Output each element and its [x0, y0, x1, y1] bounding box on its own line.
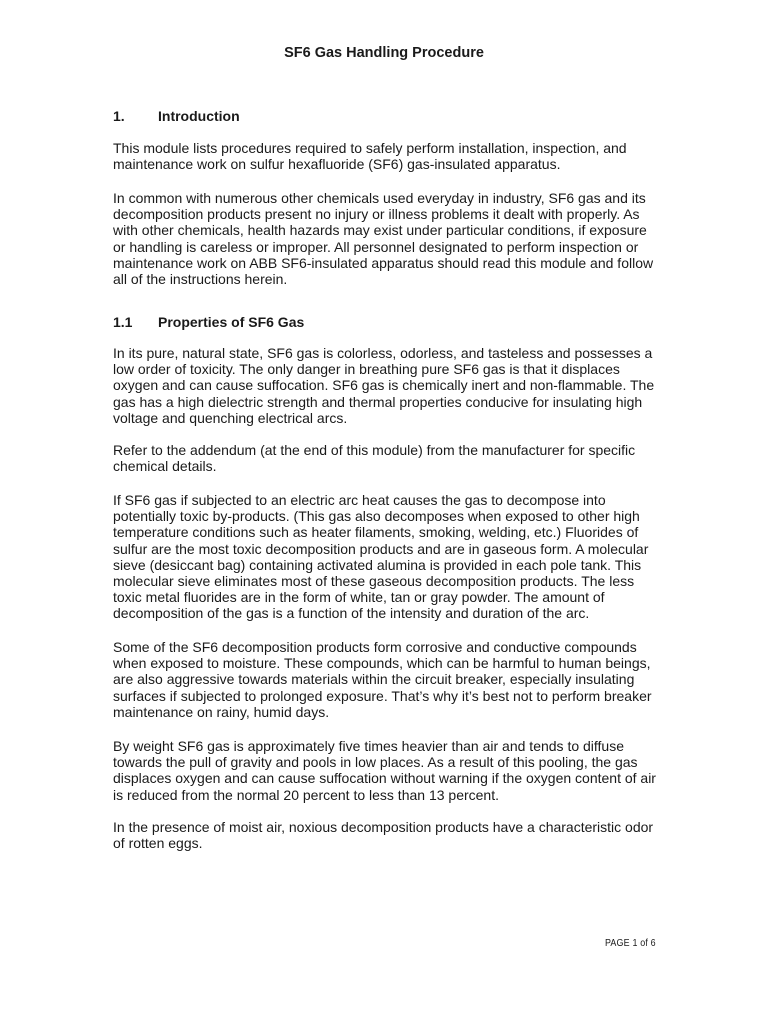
section-number: 1.: [113, 108, 125, 124]
text-line: are also aggressive towards materials within the circuit breaker, especially insulating: [113, 671, 635, 688]
text-line: or handling is careless or improper. All personnel designated to perform inspection or: [113, 238, 639, 255]
text-line: towards the pull of gravity and pools in low places. As a result of this pooling, the gas: [113, 754, 638, 771]
section-number: 1.1: [113, 314, 133, 330]
text-line: low order of toxicity. The only danger in breathing pure SF6 gas is that it displaces: [113, 361, 620, 378]
text-line: voltage and quenching electrical arcs.: [113, 409, 348, 426]
paragraph-pure-state: [113, 345, 673, 426]
section-heading-introduction: [113, 108, 240, 124]
text-line: all of the instructions herein.: [113, 271, 288, 288]
text-line: sulfur are the most toxic decomposition products and are in gaseous form. A molecular: [113, 540, 649, 557]
text-line: This module lists procedures required to safely perform installation, inspection, and: [113, 140, 627, 156]
paragraph-decomposition: [113, 492, 673, 622]
text-line: In its pure, natural state, SF6 gas is colorless, odorless, and tasteless and possesses a: [113, 345, 653, 361]
document-title: SF6 Gas Handling Procedure: [284, 45, 484, 61]
text-line: maintenance work on sulfur hexafluoride (SF6) gas-insulated apparatus.: [113, 156, 561, 173]
text-line: decomposition products present no injury or illness problems it dealt with properly. As: [113, 206, 640, 223]
paragraph-corrosive-compounds: [113, 639, 673, 720]
section-heading-properties: [113, 314, 304, 330]
text-line: with other chemicals, health hazards may exist under particular conditions, if exposure: [113, 222, 647, 239]
text-line: By weight SF6 gas is approximately five times heavier than air and tends to diffuse: [113, 738, 625, 754]
text-line: molecular sieve eliminates most of these gaseous decomposition products. The less: [113, 573, 635, 590]
paragraph-moist-air: [113, 819, 673, 851]
page-number: PAGE 1 of 6: [605, 937, 656, 949]
text-line: surfaces if subjected to prolonged exposure. That’s why it’s best not to perform breaker: [113, 687, 652, 704]
text-line: Refer to the addendum (at the end of this module) from the manufacturer for specific: [113, 442, 636, 458]
text-line: maintenance on rainy, humid days.: [113, 703, 330, 720]
text-line: sieve (desiccant bag) containing activated alumina is provided in each pole tank. This: [113, 556, 642, 573]
text-line: temperature conditions such as heater filaments, smoking, welding, etc.) Fluorides of: [113, 524, 639, 541]
text-line: potentially toxic by-products. (This gas also decomposes when exposed to other high: [113, 508, 640, 525]
text-line: gas has a high dielectric strength and thermal properties conducive for insulating high: [113, 393, 643, 410]
text-line: Some of the SF6 decomposition products form corrosive and conductive compounds: [113, 639, 637, 655]
text-line: decomposition of the gas is a function of the intensity and duration of the arc.: [113, 605, 590, 622]
text-line: If SF6 gas if subjected to an electric arc heat causes the gas to decompose into: [113, 492, 606, 508]
text-line: displaces oxygen and can cause suffocation without warning if the oxygen content of air: [113, 770, 656, 787]
text-line: toxic metal fluorides are in the form of white, tan or gray powder. The amount of: [113, 589, 605, 606]
paragraph-addendum: [113, 442, 673, 474]
paragraph-weight-pooling: [113, 738, 673, 803]
paragraph-intro-scope: [113, 140, 673, 172]
text-line: of rotten eggs.: [113, 835, 203, 852]
text-line: chemical details.: [113, 458, 217, 475]
text-line: In the presence of moist air, noxious decomposition products have a characteristic odor: [113, 819, 654, 835]
text-line: maintenance work on ABB SF6-insulated apparatus should read this module and follow: [113, 254, 654, 271]
text-line: In common with numerous other chemicals used everyday in industry, SF6 gas and its: [113, 190, 646, 206]
text-line: is reduced from the normal 20 percent to less than 13 percent.: [113, 786, 499, 803]
text-line: when exposed to moisture. These compounds, which can be harmful to human beings,: [113, 655, 651, 672]
section-title: Introduction: [158, 108, 240, 124]
paragraph-intro-hazards: [113, 190, 673, 287]
section-title: Properties of SF6 Gas: [158, 314, 305, 330]
text-line: oxygen and can cause suffocation. SF6 gas is chemically inert and non-flammable. The: [113, 377, 655, 394]
